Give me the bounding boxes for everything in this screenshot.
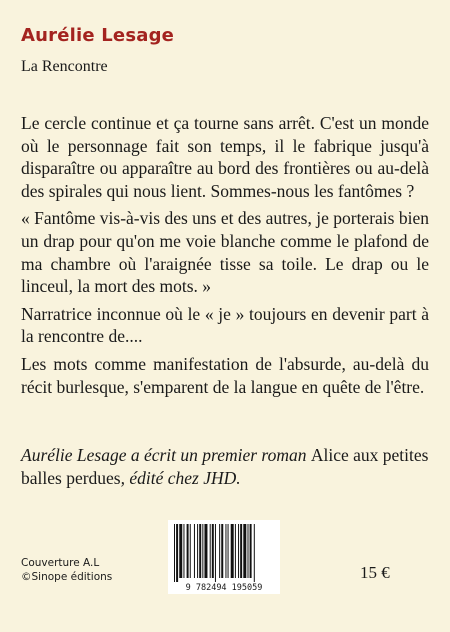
barcode-bar bbox=[183, 524, 184, 578]
blurb-paragraph: Les mots comme manifestation de l'absurde, au-delà du récit burlesque, s'emparent de la langue en quête de l'être. bbox=[21, 353, 429, 397]
barcode-bar bbox=[210, 524, 211, 578]
blurb-paragraph: Le cercle continue et ça tourne sans arrêt. C'est un monde où le personnage fait son temps, il le fabrique jusqu'à disparaître ou apparaître au bord des frontières ou au-delà des spirales qui nous lient. Sommes-nous les fantômes ? bbox=[21, 113, 429, 201]
barcode-bar bbox=[194, 524, 195, 578]
barcode-bar bbox=[204, 524, 207, 578]
author-note-part2: , édité chez JHD. bbox=[120, 468, 241, 488]
barcode-digits: 9 782494 195059 bbox=[185, 583, 263, 593]
barcode-bar bbox=[187, 524, 189, 578]
cover-credit: Couverture A.L bbox=[21, 557, 100, 569]
barcode-bar bbox=[248, 524, 249, 578]
barcode-bar bbox=[215, 524, 216, 582]
barcode-graphic bbox=[168, 520, 280, 594]
barcode-bar bbox=[225, 524, 226, 578]
blurb-paragraph: « Fantôme vis-à-vis des uns et des autres, je porterais bien un drap pour qu'on me voie blanche comme le plafond de ma chambre où l'araignée tisse sa toile. Le drap ou le linceul, la mort des mots. » bbox=[21, 208, 429, 297]
author-note-part1: Aurélie Lesage a écrit un premier roman bbox=[21, 445, 311, 465]
barcode-bar bbox=[235, 524, 236, 578]
barcode-bar bbox=[238, 524, 239, 578]
barcode-bar bbox=[174, 524, 175, 582]
blurb-paragraph: Narratrice inconnue où le « je » toujours en devenir part à la rencontre de.... bbox=[21, 303, 429, 347]
book-title: La Rencontre bbox=[21, 58, 108, 75]
credits bbox=[21, 557, 112, 584]
barcode-bar bbox=[250, 524, 252, 578]
barcode-bar bbox=[199, 524, 201, 578]
barcode-bar bbox=[221, 524, 223, 578]
isbn-barcode bbox=[168, 520, 280, 594]
barcode-bar bbox=[228, 524, 229, 578]
barcode-bar bbox=[212, 524, 214, 578]
barcode-bar bbox=[197, 524, 198, 578]
barcode-bar bbox=[254, 524, 255, 582]
author-note bbox=[21, 444, 431, 490]
barcode-bar bbox=[176, 524, 178, 582]
barcode-bar bbox=[231, 524, 234, 578]
barcode-bar bbox=[190, 524, 191, 578]
author-name: Aurélie Lesage bbox=[21, 25, 175, 46]
price: 15 € bbox=[360, 563, 390, 582]
publisher-credit: ©Sinope éditions bbox=[21, 570, 113, 583]
barcode-bar bbox=[240, 524, 242, 578]
barcode-bar bbox=[219, 524, 220, 578]
barcode-bar bbox=[179, 524, 182, 578]
barcode-bar bbox=[243, 524, 246, 578]
barcode-bar bbox=[202, 524, 203, 578]
back-cover-blurb bbox=[21, 112, 429, 403]
previous-book-title: Alice aux petites balles perdues bbox=[21, 445, 429, 488]
